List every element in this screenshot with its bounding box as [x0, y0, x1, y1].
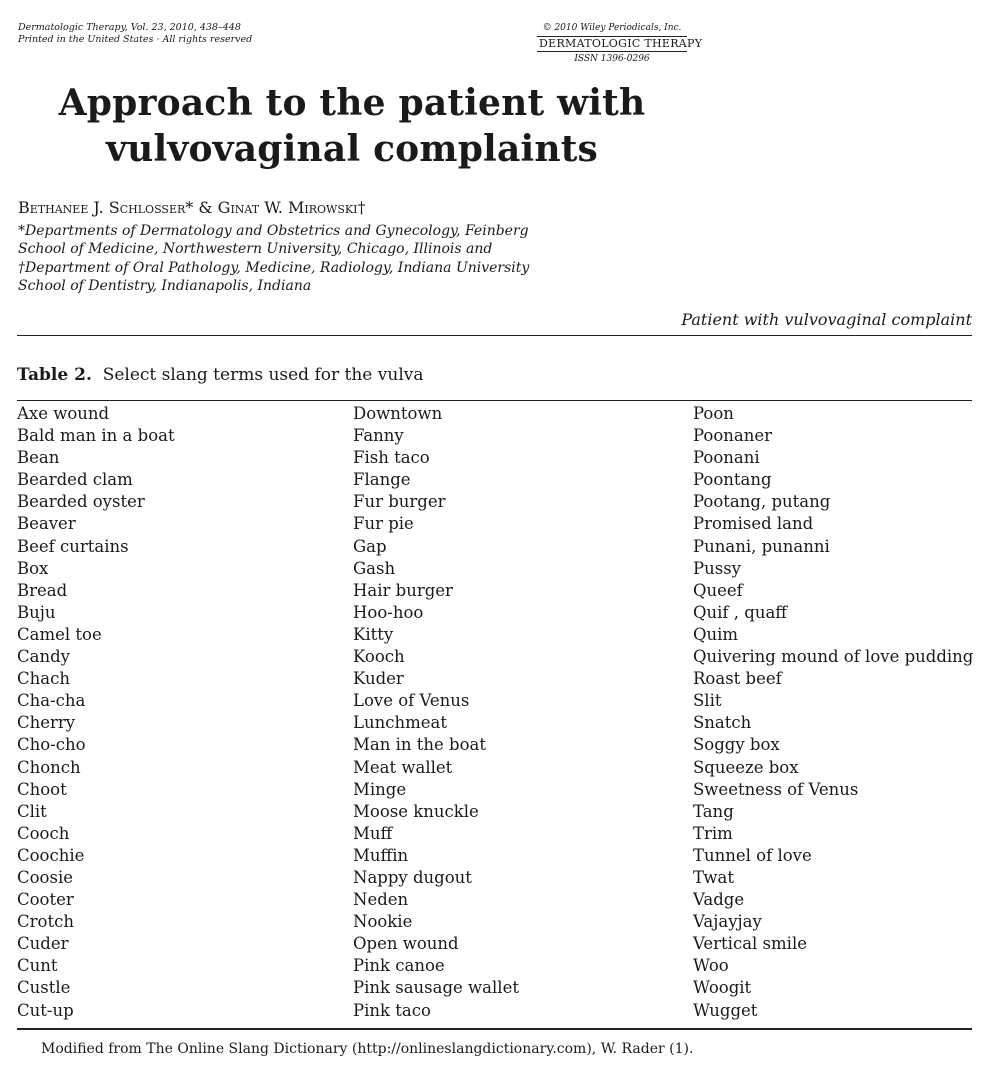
- table-cell: Sweetness of Venus: [693, 779, 859, 799]
- table-cell: Man in the boat: [353, 735, 486, 755]
- table-cell: Flange: [353, 470, 411, 490]
- table-cell: Lunchmeat: [353, 713, 447, 733]
- table-cell: Box: [17, 558, 49, 578]
- affiliation-line: †Department of Oral Pathology, Medicine, Radiology, Indiana University: [18, 259, 530, 276]
- table-cell: Candy: [17, 647, 70, 667]
- table-cell: Fish taco: [353, 448, 430, 468]
- issn-line: ISSN 1396-0296: [574, 54, 650, 64]
- running-head: Patient with vulvovaginal complaint: [681, 310, 972, 329]
- table-cell: Wugget: [693, 1000, 758, 1020]
- publisher-block: [537, 22, 703, 65]
- header-rule: [17, 335, 972, 336]
- table-cell: Nookie: [353, 912, 413, 932]
- table-cell: Cooch: [17, 823, 70, 843]
- table-cell: Cuder: [17, 934, 69, 954]
- table-caption: [17, 364, 424, 386]
- table-cell: Vadge: [693, 890, 745, 910]
- table-column-2: [353, 403, 519, 1022]
- table-cell: Hair burger: [353, 580, 453, 600]
- table-cell: Poonaner: [693, 426, 773, 446]
- table-cell: Muffin: [353, 845, 409, 865]
- table-top-rule: [17, 400, 972, 401]
- table-bottom-rule: [17, 1028, 972, 1030]
- table-cell: Open wound: [353, 934, 459, 954]
- table-cell: Meat wallet: [353, 757, 453, 777]
- copyright-line: © 2010 Wiley Periodicals, Inc.: [542, 23, 682, 33]
- table-cell: Coochie: [17, 845, 85, 865]
- table-cell: Woogit: [693, 978, 752, 998]
- table-cell: Minge: [353, 779, 407, 799]
- article-title: [22, 80, 682, 172]
- title-line-1: Approach to the patient with: [58, 82, 646, 124]
- table-cell: Pink sausage wallet: [353, 978, 519, 998]
- table-cell: Neden: [353, 890, 409, 910]
- title-line-2: vulvovaginal complaints: [105, 128, 599, 170]
- table-cell: Punani, punanni: [693, 536, 830, 556]
- table-cell: Gap: [353, 536, 387, 556]
- table-cell: Bean: [17, 448, 60, 468]
- table-cell: Fur pie: [353, 514, 414, 534]
- table-caption-text: Select slang terms used for the vulva: [102, 365, 424, 385]
- table-cell: Muff: [353, 823, 393, 843]
- table-cell: Chach: [17, 669, 70, 689]
- table-cell: Soggy box: [693, 735, 780, 755]
- affiliation-line: School of Medicine, Northwestern University, Chicago, Illinois and: [18, 241, 493, 258]
- table-cell: Fanny: [353, 426, 404, 446]
- table-cell: Moose knuckle: [353, 801, 479, 821]
- table-footnote: Modified from The Online Slang Dictionary (http://onlineslangdictionary.com), W. Rader (1).: [41, 1041, 694, 1057]
- table-cell: Love of Venus: [353, 691, 470, 711]
- table-column-1: [17, 403, 175, 1022]
- table-cell: Cho-cho: [17, 735, 86, 755]
- table-cell: Gash: [353, 558, 396, 578]
- journal-citation: Dermatologic Therapy, Vol. 23, 2010, 438–448: [18, 22, 241, 33]
- affiliation-line: *Departments of Dermatology and Obstetrics and Gynecology, Feinberg: [18, 223, 529, 239]
- table-cell: Fur burger: [353, 492, 446, 512]
- table-cell: Pussy: [693, 558, 741, 578]
- table-cell: Choot: [17, 779, 67, 799]
- table-cell: Beef curtains: [17, 536, 129, 556]
- affiliation-line: School of Dentistry, Indianapolis, Indiana: [18, 277, 312, 294]
- affiliations: [18, 222, 529, 295]
- table-cell: Squeeze box: [693, 757, 799, 777]
- table-cell: Vajayjay: [693, 912, 762, 932]
- table-cell: Snatch: [693, 713, 752, 733]
- table-cell: Buju: [17, 602, 56, 622]
- table-cell: Downtown: [353, 404, 443, 423]
- table-cell: Slit: [693, 691, 722, 711]
- table-cell: Camel toe: [17, 624, 102, 644]
- table-cell: Quivering mound of love pudding: [693, 647, 974, 667]
- table-cell: Bearded clam: [17, 470, 133, 490]
- table-cell: Nappy dugout: [353, 867, 472, 887]
- table-cell: Roast beef: [693, 669, 782, 689]
- journal-name: DERMATOLOGIC THERAPY: [539, 37, 703, 50]
- table-column-3: [693, 403, 973, 1022]
- table-cell: Kitty: [353, 624, 394, 644]
- table-cell: Promised land: [693, 514, 814, 534]
- table-cell: Pink taco: [353, 1000, 431, 1020]
- table-cell: Tang: [693, 801, 734, 821]
- table-cell: Crotch: [17, 912, 74, 932]
- table-cell: Axe wound: [17, 404, 110, 423]
- author-list: Bethanee J. Schlosser* & Ginat W. Mirowski†: [18, 198, 366, 217]
- table-cell: Custle: [17, 978, 71, 998]
- table-cell: Twat: [693, 867, 735, 887]
- table-cell: Queef: [693, 580, 743, 600]
- table-cell: Kuder: [353, 669, 404, 689]
- table-cell: Trim: [693, 823, 733, 843]
- table-cell: Poon: [693, 404, 734, 423]
- table-cell: Cut-up: [17, 1000, 74, 1020]
- table-cell: Chonch: [17, 757, 81, 777]
- table-cell: Cooter: [17, 890, 74, 910]
- table-cell: Cha-cha: [17, 691, 86, 711]
- table-cell: Clit: [17, 801, 47, 821]
- table-cell: Bearded oyster: [17, 492, 145, 512]
- table-cell: Vertical smile: [693, 934, 807, 954]
- table-cell: Kooch: [353, 647, 405, 667]
- table-cell: Quif , quaff: [693, 602, 788, 622]
- table-cell: Beaver: [17, 514, 76, 534]
- table-cell: Poonani: [693, 448, 760, 468]
- table-cell: Cunt: [17, 956, 58, 976]
- table-cell: Hoo-hoo: [353, 602, 424, 622]
- table-label: Table 2.: [17, 365, 92, 385]
- table-cell: Bald man in a boat: [17, 426, 175, 446]
- table-cell: Quim: [693, 624, 739, 644]
- table-cell: Poontang: [693, 470, 772, 490]
- table-cell: Pootang, putang: [693, 492, 831, 512]
- table-cell: Cherry: [17, 713, 76, 733]
- table-cell: Tunnel of love: [693, 845, 812, 865]
- table-cell: Bread: [17, 580, 68, 600]
- table-cell: Coosie: [17, 867, 74, 887]
- table-cell: Pink canoe: [353, 956, 445, 976]
- printed-notice: Printed in the United States · All rights reserved: [18, 34, 253, 45]
- table-cell: Woo: [693, 956, 729, 976]
